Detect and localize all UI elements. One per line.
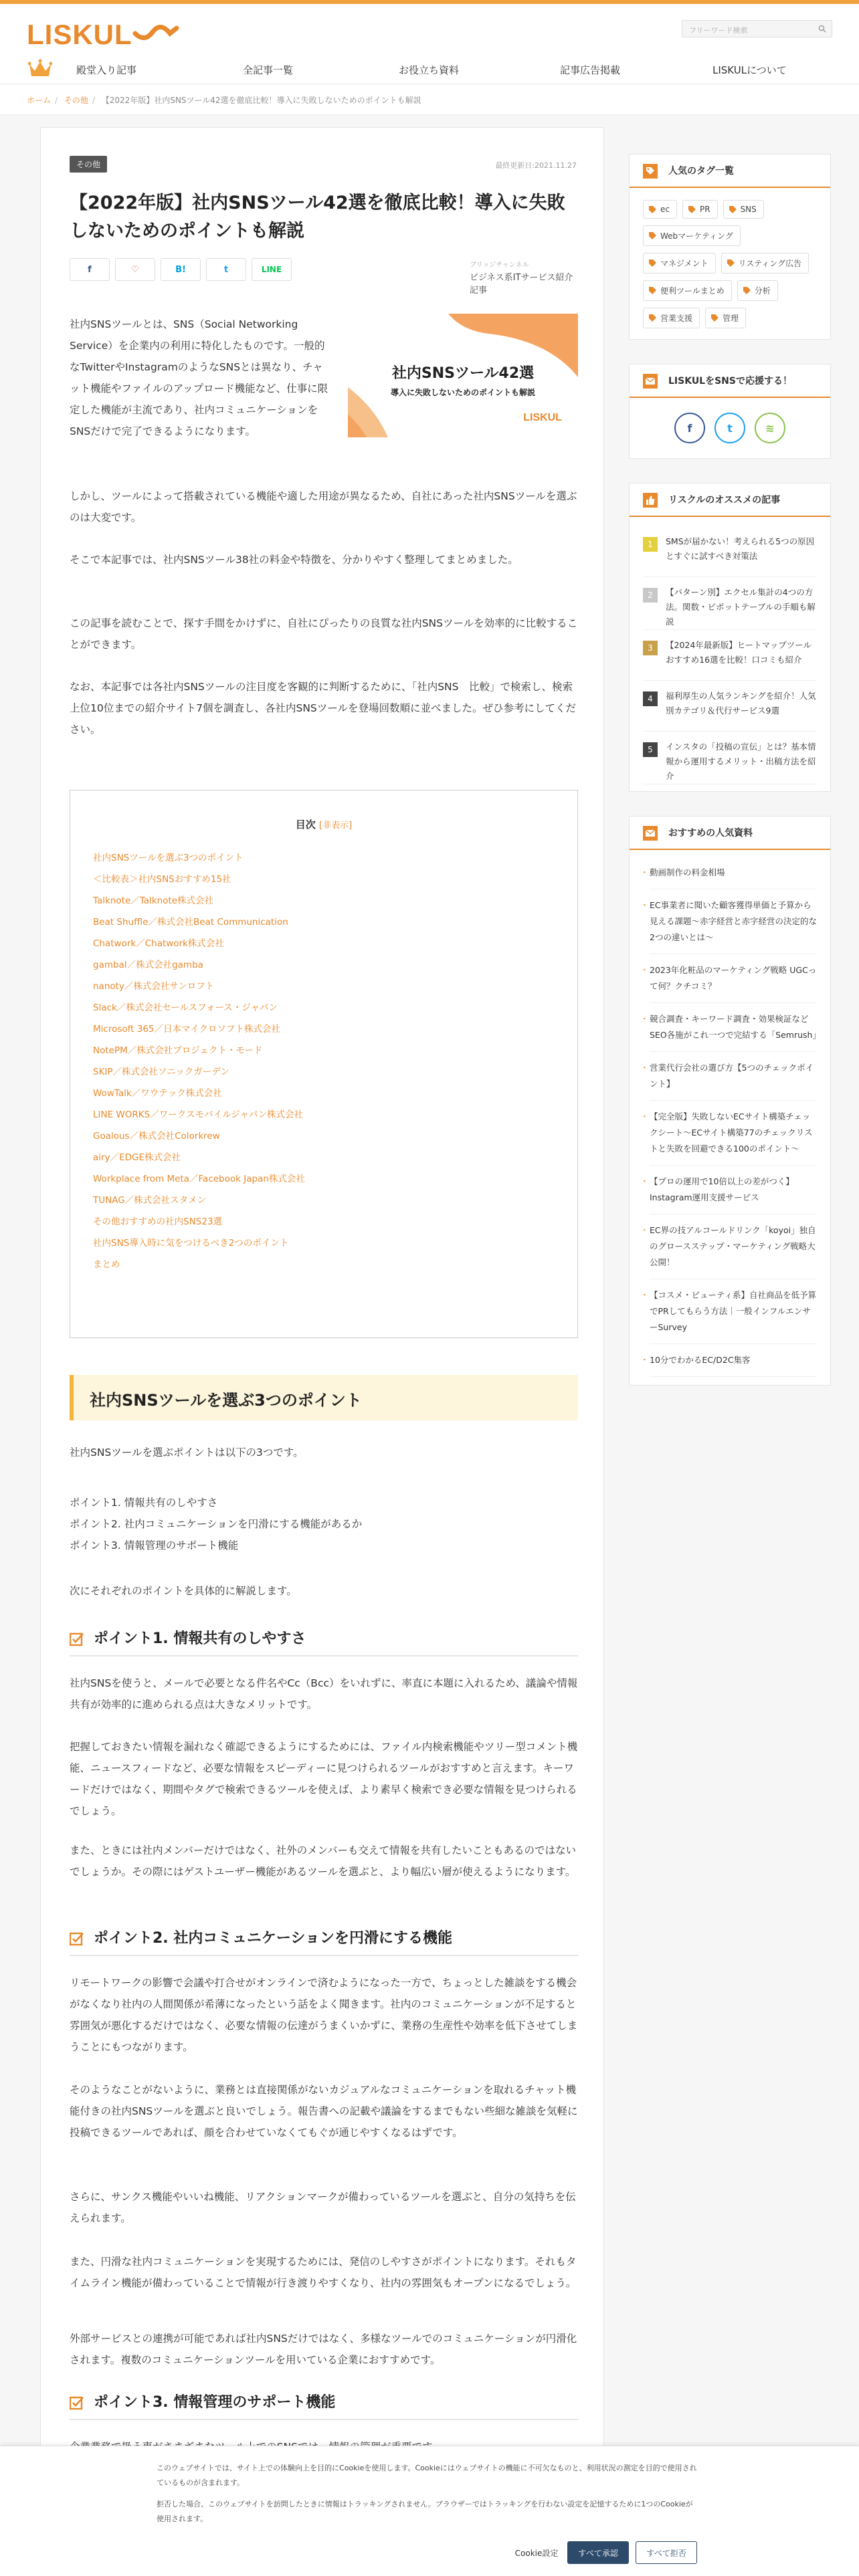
article-body xyxy=(40,127,604,2535)
toc-item[interactable]: airy／EDGE株式会社 xyxy=(93,1152,181,1163)
popular-docs-widget: おすすめの人気資料 ・ 動画制作の料金相場 ・ EC事業者に聞いた顧客獲得単価と予算から見える課題〜赤字経営と赤字経営の決定的な2つの違いとは〜 ・ 2023年化粧品のマーケティング戦略 UGCって何？クチコミ？ ・ 競合調査・キーワード調査・効果検証などSEO各施がこれ一つで完結する「Semrush」 ・ 営業代行会社の選び方【5つのチェックポイント】 ・ 【完全版】失敗しないECサイト構築チェックシート〜ECサイト構築77のチェックリストと失敗を回避できる100のポイント〜 ・ 【プロの運用で10倍以上の差がつく】Instagram運用支援サービス ・ EC界の技アルコールドリンク「koyoi」独自のグロースステップ・マーケティング戦略大公開！ ・ 【コスメ・ビューティ系】自社商品を低予算でPRしてもらう方法｜一般インフルエンサーSurvey ・ 10分でわかるEC/D2C集客 xyxy=(629,816,831,1386)
doc-item[interactable]: ・ EC界の技アルコールドリンク「koyoi」独自のグロースステップ・マーケティング戦略大公開！ xyxy=(650,1214,817,1279)
tag-icon xyxy=(743,287,751,294)
tag-analysis[interactable]: 分析 xyxy=(737,280,778,301)
tag-icon xyxy=(649,206,656,213)
toc-item[interactable]: ＜比較表＞社内SNSおすすめ15社 xyxy=(93,874,231,885)
intro-paragraph-5: なお、本記事では各社内SNSツールの注目度を客観的に判断するために、「社内SNS 比較」で検索し、検索上位10位までの紹介サイト7個を調査し、各社内SNSツールを登場回数順に並べました。ぜひ参考にしてください。 xyxy=(70,681,576,736)
share-twitter-button[interactable]: t xyxy=(206,258,246,281)
tag-web-marketing[interactable]: Webマーケティング xyxy=(643,225,741,246)
doc-item[interactable]: ・ 【完全版】失敗しないECサイト構築チェックシート〜ECサイト構築77のチェックリストと失敗を回避できる100のポイント〜 xyxy=(650,1101,817,1166)
tag-ec[interactable]: ec xyxy=(643,200,677,219)
share-pocket-button[interactable]: ♡ xyxy=(115,258,155,281)
doc-item[interactable]: ・ EC事業者に聞いた顧客獲得単価と予算から見える課題〜赤字経営と赤字経営の決定的な2つの違いとは〜 xyxy=(650,889,817,954)
cookie-reject-button[interactable]: すべて拒否 xyxy=(636,2541,697,2564)
section1-point-3: ポイント3. 情報管理のサポート機能 xyxy=(70,1539,239,1551)
breadcrumb-category[interactable]: その他 xyxy=(64,96,88,105)
toc-item[interactable]: TUNAG／株式会社スタメン xyxy=(93,1195,207,1206)
breadcrumb: ホーム / その他 / 【2022年版】社内SNSツール42選を徹底比較！導入に失敗しないためのポイントも解説 xyxy=(0,84,859,115)
intro-paragraph-1: 社内SNSツールとは、SNS（Social Networking Service）を企業内の利用に特化したものです。一般的なTwitterやInstagramのようなSNSとは異なり、チャット機能やファイルのアップロード機能など、仕事に限定した機能が主流であり、社内コミュニケーションをSNSだけで完了できるようになります。 xyxy=(70,318,328,437)
search-input[interactable]: フリーワード検索 xyxy=(682,20,832,37)
toc-item[interactable]: Talknote／Talknote株式会社 xyxy=(93,895,214,906)
tag-sns[interactable]: SNS xyxy=(723,200,764,219)
point2-paragraph-3: さらに、サンクス機能やいいね機能、リアクションマークが備わっているツールを選ぶと、自分の気持ちを伝えられます。 xyxy=(70,2191,576,2224)
tag-icon xyxy=(649,287,656,294)
sns-facebook-icon[interactable]: f xyxy=(674,413,705,443)
search-icon[interactable] xyxy=(818,25,826,33)
sns-widget: LISKULをSNSで応援する！ f t ≋ xyxy=(629,364,831,459)
author-label: ブリッジチャンネル xyxy=(470,261,529,269)
doc-item[interactable]: ・ 営業代行会社の選び方【5つのチェックポイント】 xyxy=(650,1052,817,1101)
tag-icon xyxy=(729,206,737,213)
checkbox-icon xyxy=(70,1931,84,1946)
share-facebook-button[interactable]: f xyxy=(70,258,110,281)
point1-paragraph-2: 把握しておきたい情報を漏れなく確認できるようにするためには、ファイル内検索機能やツリー型コメント機能、ニュースフィードなど、必要な情報をスピーディーに見つけられるツールがおすすめと言えます。キーワードだけではなく、期間やタグで検索できるツールを使えば、より素早く検索でき必要な情報を見つけられるでしょう。 xyxy=(70,1741,578,1817)
toc-item[interactable]: SKIP／株式会社ソニックガーデン xyxy=(93,1067,229,1077)
intro-paragraph-4: この記事を読むことで、探す手間をかけずに、自社にぴったりの良質な社内SNSツールを効率的に比較することができます。 xyxy=(70,617,578,651)
tag-icon xyxy=(649,259,656,267)
point1-paragraph-3: また、ときには社内メンバーだけではなく、社外のメンバーも交えて情報を共有したいこともあるのではないでしょうか。その際にはゲストユーザー機能があるツールを選ぶと、より幅広い層が使えるようになります。 xyxy=(70,1844,577,1878)
table-of-contents xyxy=(70,790,578,1338)
point2-paragraph-4: また、円滑な社内コミュニケーションを実現するためには、発信のしやすさがポイントになります。それもタイムライン機能が備わっていることで情報が行き渡りやすくなり、社内の雰囲気もオープンになるでしょう。 xyxy=(70,2256,577,2289)
intro-paragraph-2: しかし、ツールによって搭載されている機能や適した用途が異なるため、自社にあった社内SNSツールを選ぶのは大変です。 xyxy=(70,490,577,524)
point1-paragraph-1: 社内SNSを使うと、メールで必要となる件名やCc（Bcc）をいれずに、率直に本題に入れるため、議論や情報共有が効率的に進められる点は大きなメリットです。 xyxy=(70,1677,578,1711)
breadcrumb-current: 【2022年版】社内SNSツール42選を徹底比較！導入に失敗しないためのポイントも解説 xyxy=(101,96,421,105)
toc-item[interactable]: LINE WORKS／ワークスモバイルジャパン株式会社 xyxy=(93,1109,303,1120)
ranking-item[interactable]: 3 【2024年最新版】ヒートマップツールおすすめ16選を比較！口コミも紹介 xyxy=(643,630,817,681)
mail-icon xyxy=(643,826,658,841)
toc-item[interactable]: Slack／株式会社セールスフォース・ジャパン xyxy=(93,1002,278,1013)
tag-icon xyxy=(649,232,656,239)
section1-point-2: ポイント2. 社内コミュニケーションを円滑にする機能があるか xyxy=(70,1518,363,1530)
nav-hall-of-fame[interactable]: 殿堂入り記事 xyxy=(76,64,137,76)
tag-icon xyxy=(688,206,696,213)
toc-item[interactable]: nanoty／株式会社サンロフト xyxy=(93,981,215,992)
doc-item[interactable]: ・ 【プロの運用で10倍以上の差がつく】Instagram運用支援サービス xyxy=(650,1166,817,1214)
cookie-accept-button[interactable]: すべて承認 xyxy=(567,2541,629,2564)
toc-item[interactable]: gambal／株式会社gambа xyxy=(93,960,203,970)
ranking-item[interactable]: 2 【パターン別】エクセル集計の4つの方法。関数・ピボットテーブルの手順も解説 xyxy=(643,577,817,630)
toc-item[interactable]: Chatwork／Chatwork株式会社 xyxy=(93,938,224,949)
toc-item[interactable]: 社内SNS導入時に気をつけるべき2つのポイント xyxy=(93,1238,289,1249)
tag-sales[interactable]: 営業支援 xyxy=(643,308,700,328)
nav-all-articles[interactable]: 全記事一覧 xyxy=(243,64,294,76)
author-name[interactable]: ビジネス系ITサービス紹介記事 xyxy=(470,273,573,296)
share-buttons xyxy=(70,258,292,282)
breadcrumb-home[interactable]: ホーム xyxy=(27,96,52,105)
hero-subtitle: 導入に失敗しないためのポイントも解説 xyxy=(390,388,535,397)
nav-about[interactable]: LISKULについて xyxy=(712,64,787,76)
article-title: 【2022年版】社内SNSツール42選を徹底比較！導入に失敗しないためのポイントも解説 xyxy=(70,193,565,241)
hero-title: 社内SNSツール42選 xyxy=(391,365,535,382)
sns-rss-icon[interactable]: ≋ xyxy=(755,413,785,443)
toc-item[interactable]: Workplace from Meta／Facebook Japan株式会社 xyxy=(93,1174,305,1184)
tag-tools[interactable]: 便利ツールまとめ xyxy=(643,280,732,301)
point2-paragraph-1: リモートワークの影響で会議や打合せがオンラインで済むようになった一方で、ちょっとした雑談をする機会がなくなり社内の人間関係が希薄になったという話をよく聞きます。社内のコミュニケーションが不足すると雰囲気が悪化するだけではなく、必要な情報の伝達がうまくいかずに、業務の生産性や効率を低下させてしまうことにもつながります。 xyxy=(70,1977,578,2053)
recommended-articles-widget: リスクルのオススメの記事 1 SMSが届かない！考えられる5つの原因とすぐに試すべき対策法 2 【パターン別】エクセル集計の4つの方法。関数・ピボットテーブルの手順も解説 3 【2024年最新版】ヒートマップツールおすすめ16選を比較！口コミも紹介 4 福利厚生の人気ランキングを紹介！人気別カテゴリ＆代行サービス9選 5 インスタの「投稿の宣伝」とは？基本情報から運用するメリット・出稿方法を紹介 xyxy=(629,483,831,792)
nav-resources[interactable]: お役立ち資料 xyxy=(399,64,460,76)
checkbox-icon xyxy=(70,1632,84,1646)
toc-toggle[interactable]: [非表示] xyxy=(319,821,353,831)
hero-logo: LISKUL xyxy=(523,412,562,423)
tag-icon xyxy=(643,164,658,179)
toc-item[interactable]: Microsoft 365／日本マイクロソフト株式会社 xyxy=(93,1024,280,1035)
sidebar xyxy=(629,154,831,1410)
tag-pr[interactable]: PR xyxy=(682,200,718,219)
point2-paragraph-2: そのようなことがないように、業務とは直接関係がないカジュアルなコミュニケーションを取れるチャット機能付きの社内SNSツールを選ぶと良いでしょう。報告書への記載や議論をするまでもない些細な雑談を気軽に投稿できるツールであれば、顔を合わせていなくてもぐが通じやすくなるはずです。 xyxy=(70,2084,578,2139)
ranking-item[interactable]: 4 福利厚生の人気ランキングを紹介！人気別カテゴリ＆代行サービス9選 xyxy=(643,681,817,732)
toc-item[interactable]: NotePM／株式会社プロジェクト・モード xyxy=(93,1045,263,1056)
updated-date: 最終更新日:2021.11.27 xyxy=(495,161,577,170)
hero-image xyxy=(348,314,578,437)
section1-point-1: ポイント1. 情報共有のしやすさ xyxy=(70,1497,218,1509)
section1-lead: 社内SNSツールを選ぶポイントは以下の3つです。 xyxy=(70,1446,304,1459)
cookie-settings-button[interactable]: Cookie設定 xyxy=(514,2548,559,2558)
tag-icon xyxy=(727,259,735,267)
logo-swoosh-icon xyxy=(132,23,179,45)
doc-item[interactable]: ・ 2023年化粧品のマーケティング戦略 UGCって何？クチコミ？ xyxy=(650,954,817,1003)
checkbox-icon xyxy=(70,2395,84,2410)
thumbs-up-icon xyxy=(643,493,658,508)
share-line-button[interactable]: LINE xyxy=(252,258,292,281)
cookie-banner xyxy=(0,2446,859,2576)
toc-item[interactable]: 社内SNSツールを選ぶ3つのポイント xyxy=(93,853,244,863)
point1-heading: ポイント1. 情報共有のしやすさ xyxy=(70,1627,578,1656)
tag-listing-ads[interactable]: リスティング広告 xyxy=(721,253,809,274)
ranking-item[interactable]: 1 SMSが届かない！考えられる5つの原因とすぐに試すべき対策法 xyxy=(643,526,817,577)
crown-icon xyxy=(28,59,52,79)
doc-item[interactable]: ・ 【コスメ・ビューティ系】自社商品を低予算でPRしてもらう方法｜一般インフルエンサーSurvey xyxy=(650,1279,817,1344)
point3-heading: ポイント3. 情報管理のサポート機能 xyxy=(70,2391,578,2420)
nav-advertise[interactable]: 記事広告掲載 xyxy=(560,64,621,76)
toc-item[interactable]: まとめ xyxy=(93,1259,120,1270)
doc-item[interactable]: ・ 動画制作の料金相場 xyxy=(650,857,817,889)
tag-admin[interactable]: 管理 xyxy=(705,308,746,328)
toc-list xyxy=(93,847,305,1275)
doc-item[interactable]: ・ 10分でわかるEC/D2C集客 xyxy=(650,1344,817,1377)
site-logo[interactable]: LISKUL xyxy=(27,19,132,51)
share-hatena-button[interactable]: B! xyxy=(161,258,201,281)
category-badge[interactable]: その他 xyxy=(70,156,107,173)
intro-paragraph-3: そこで本記事では、社内SNSツール38社の料金や特徴を、分かりやすく整理してまとめました。 xyxy=(70,554,518,566)
site-header xyxy=(0,4,859,84)
doc-item[interactable]: ・ 競合調査・キーワード調査・効果検証などSEO各施がこれ一つで完結する「Semrush」 xyxy=(650,1003,817,1052)
tag-icon xyxy=(711,314,719,322)
popular-tags-widget: 人気のタグ一覧 ec PR SNS Webマーケティング マネジメント リスティング広告 便利ツールまとめ 分析 営業支援 管理 xyxy=(629,154,831,340)
point2-paragraph-5: 外部サービスとの連携が可能であれば社内SNSだけではなく、多様なツールでのコミュニケーションが円滑化されます。複数のコミュニケーションツールを用いている企業におすすめです。 xyxy=(70,2333,577,2366)
toc-item[interactable]: その他おすすめの社内SNS23選 xyxy=(93,1216,223,1227)
point2-heading: ポイント2. 社内コミュニケーションを円滑にする機能 xyxy=(70,1927,578,1956)
main-nav xyxy=(0,53,859,84)
ranking-item[interactable]: 5 インスタの「投稿の宣伝」とは？基本情報から運用するメリット・出稿方法を紹介 xyxy=(643,732,817,784)
cookie-text-2: 拒否した場合、このウェブサイトを訪問したときに情報はトラッキングされません。ブラウザーではトラッキングを行わない設定を記憶するために1つのCookieが使用されます。 xyxy=(157,2500,693,2523)
toc-item[interactable]: Beat Shuffle／株式会社Beat Communication xyxy=(93,917,288,928)
sns-twitter-icon[interactable]: t xyxy=(714,413,745,443)
section1-after: 次にそれぞれのポイントを具体的に解説します。 xyxy=(70,1585,297,1597)
tag-icon xyxy=(649,314,656,322)
mail-icon xyxy=(643,374,658,389)
toc-item[interactable]: WowTalk／ワウテック株式会社 xyxy=(93,1088,222,1099)
section-heading-points: 社内SNSツールを選ぶ3つのポイント xyxy=(70,1375,578,1420)
toc-heading: 目次 xyxy=(295,819,316,831)
tag-management[interactable]: マネジメント xyxy=(643,253,716,274)
cookie-text-1: このウェブサイトでは、サイト上での体験向上を目的にCookieを使用します。Cookieにはウェブサイトの機能に不可欠なものと、利用状況の測定を目的で使用されているものが含まれます。 xyxy=(157,2464,697,2487)
toc-item[interactable]: Goalous／株式会社Colorkrew xyxy=(93,1131,220,1142)
